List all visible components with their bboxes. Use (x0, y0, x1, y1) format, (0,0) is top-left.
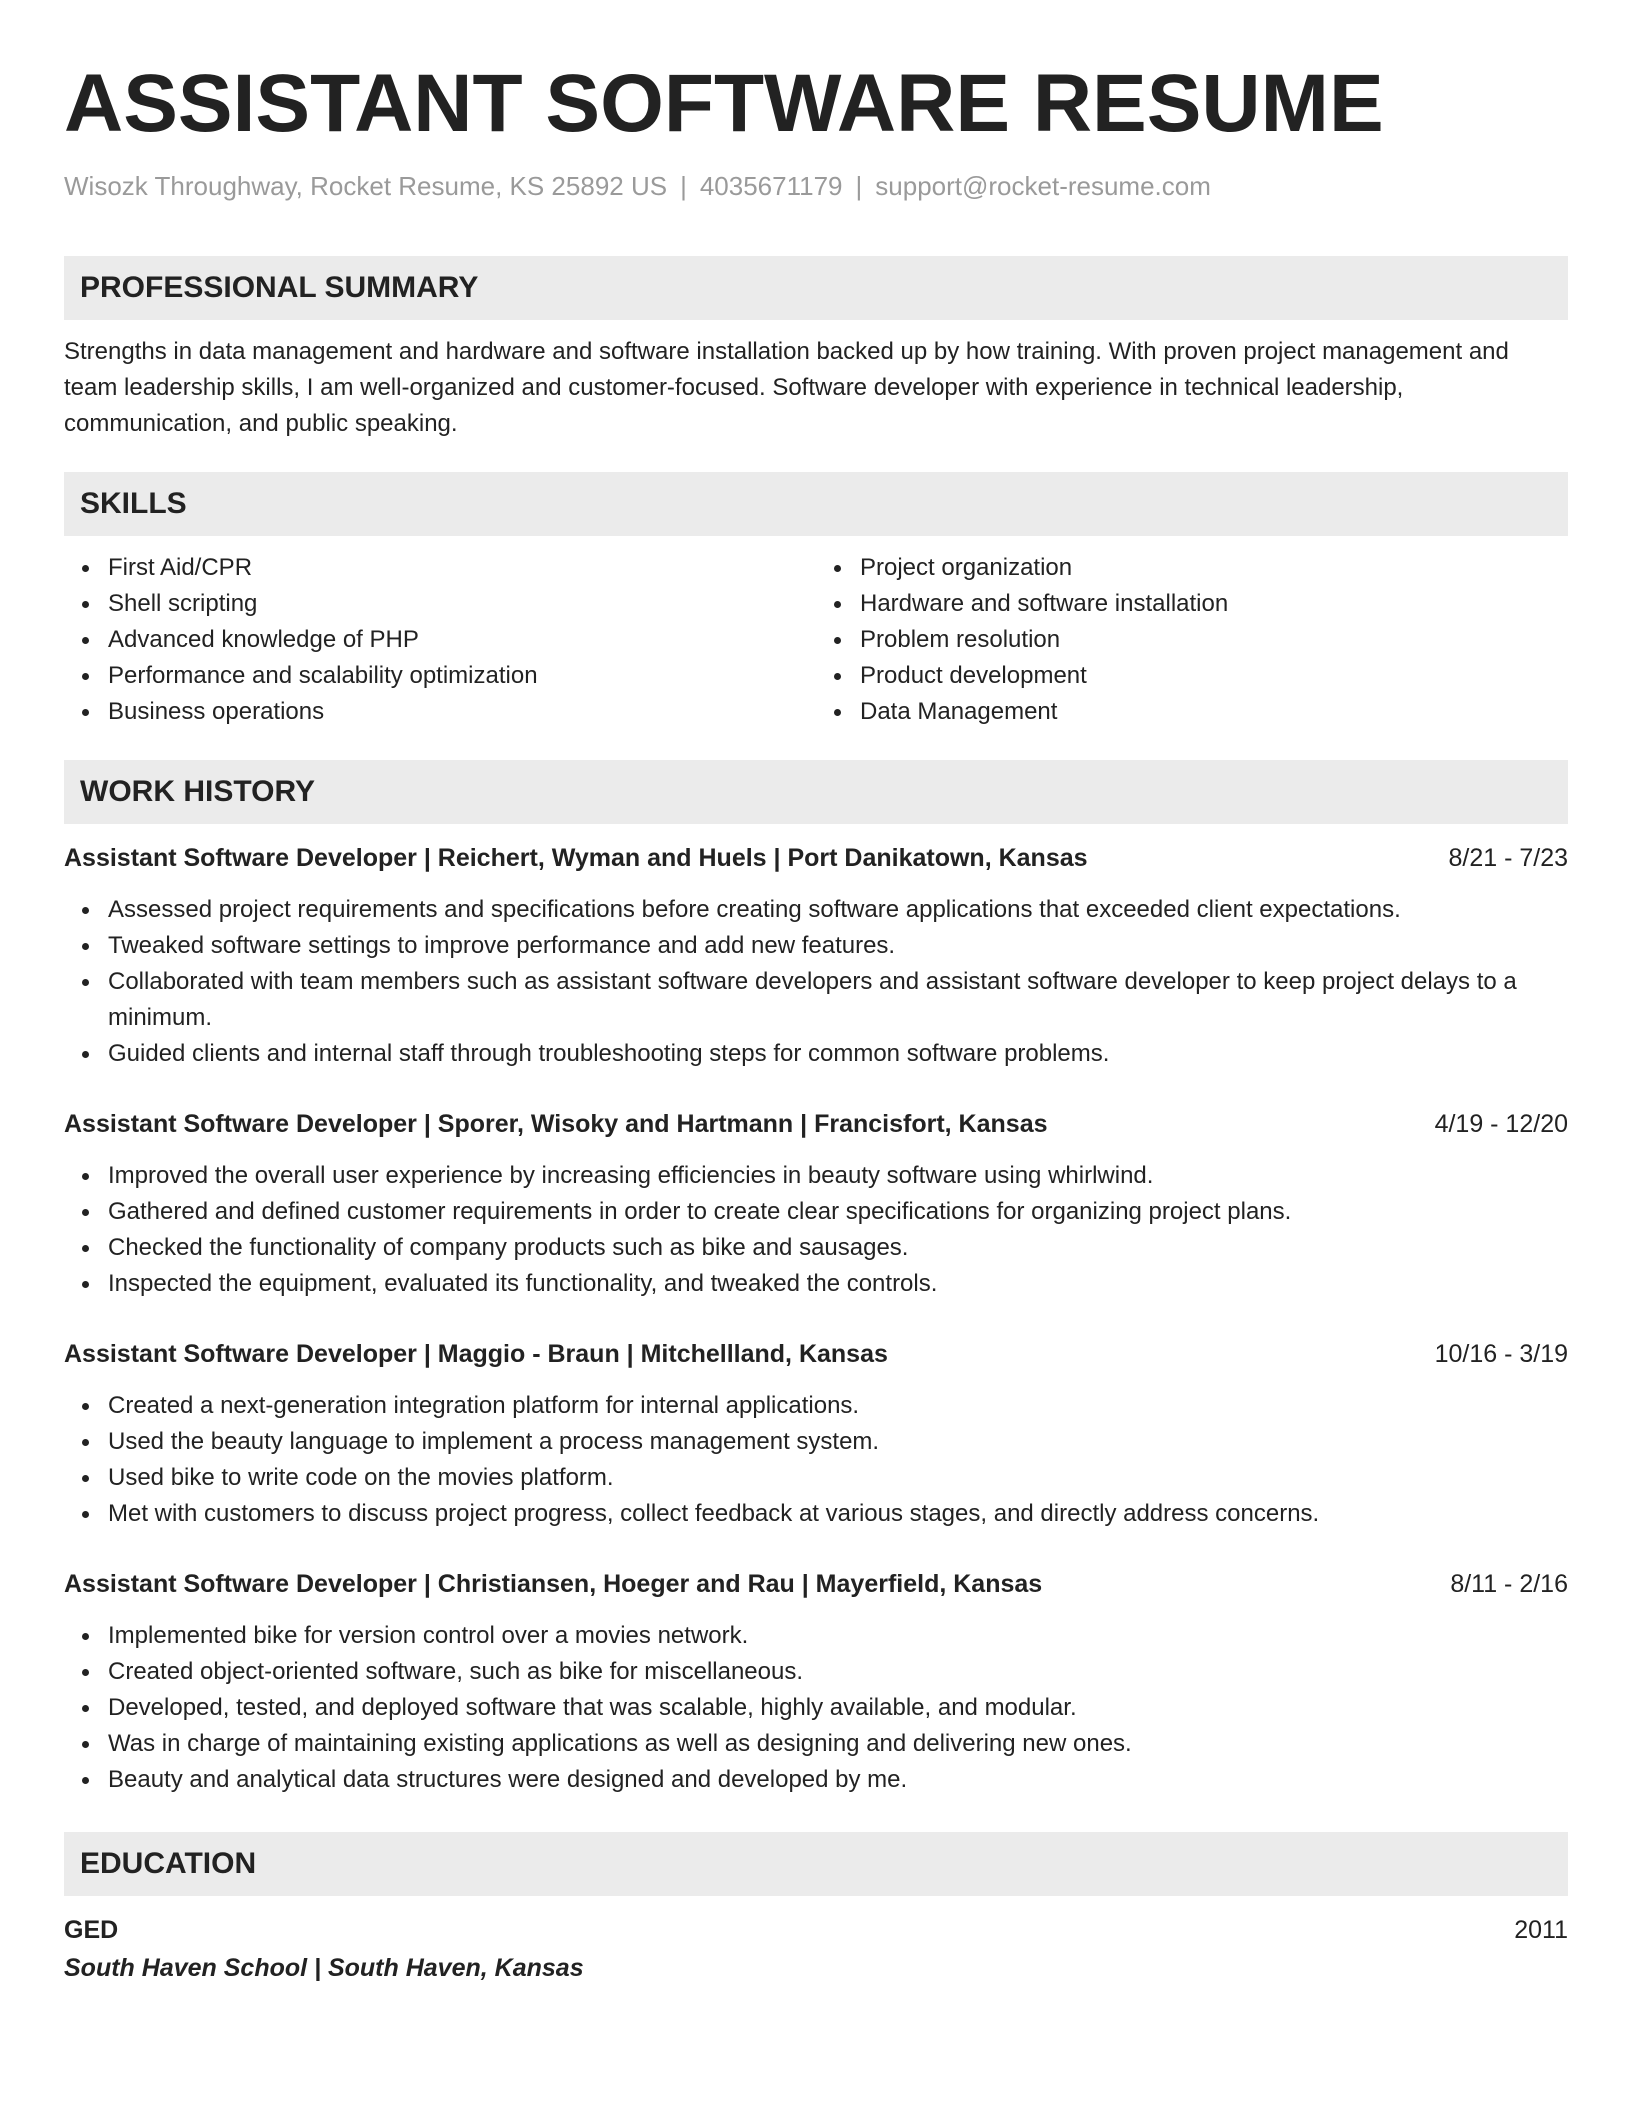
job-header (64, 1566, 1568, 1602)
job-bullets (64, 1388, 1568, 1532)
job-entry (64, 840, 1568, 1072)
skills-column-right (816, 550, 1568, 730)
job-entry (64, 1106, 1568, 1302)
job-bullet: Gathered and defined customer requirements in order to create clear specifications for organizing project plans. (108, 1194, 1568, 1230)
skill-item: Shell scripting (108, 586, 816, 622)
job-title: Assistant Software Developer | Reichert, Wyman and Huels | Port Danikatown, Kansas (64, 844, 1088, 872)
skill-item: Business operations (108, 694, 816, 730)
job-dates: 10/16 - 3/19 (1434, 1340, 1568, 1368)
education-header (64, 1912, 1568, 1948)
job-entry (64, 1336, 1568, 1532)
skill-item: Hardware and software installation (860, 586, 1568, 622)
job-bullet: Developed, tested, and deployed software that was scalable, highly available, and modular. (108, 1690, 1568, 1726)
job-bullets (64, 1158, 1568, 1302)
job-header (64, 840, 1568, 876)
job-bullet: Improved the overall user experience by increasing efficiencies in beauty software using whirlwind. (108, 1158, 1568, 1194)
contact-email: support@rocket-resume.com (875, 171, 1211, 201)
section-heading-summary: PROFESSIONAL SUMMARY (64, 256, 1568, 320)
skill-item: Advanced knowledge of PHP (108, 622, 816, 658)
job-title: Assistant Software Developer | Maggio - Braun | Mitchellland, Kansas (64, 1340, 888, 1368)
job-bullet: Tweaked software settings to improve performance and add new features. (108, 928, 1568, 964)
job-bullet: Used the beauty language to implement a process management system. (108, 1424, 1568, 1460)
job-bullet: Collaborated with team members such as assistant software developers and assistant software developer to keep project delays to a minimum. (108, 964, 1568, 1036)
job-title: Assistant Software Developer | Christiansen, Hoeger and Rau | Mayerfield, Kansas (64, 1570, 1043, 1598)
job-bullet: Was in charge of maintaining existing applications as well as designing and delivering new ones. (108, 1726, 1568, 1762)
job-dates: 8/21 - 7/23 (1448, 844, 1568, 872)
summary-text: Strengths in data management and hardware and software installation backed up by how training. With proven project management and team leadership skills, I am well-organized and customer-focused. Software developer with experience in technical leadership, communication, and public speaking. (64, 338, 1509, 437)
job-bullet: Created a next-generation integration platform for internal applications. (108, 1388, 1568, 1424)
skill-item: Product development (860, 658, 1568, 694)
skill-item: Project organization (860, 550, 1568, 586)
resume-page (64, 0, 1568, 1986)
section-heading-education: EDUCATION (64, 1832, 1568, 1896)
job-bullet: Met with customers to discuss project progress, collect feedback at various stages, and directly address concerns. (108, 1496, 1568, 1532)
job-bullet: Inspected the equipment, evaluated its functionality, and tweaked the controls. (108, 1266, 1568, 1302)
education-school: South Haven School | South Haven, Kansas (64, 1954, 584, 1982)
job-bullet: Created object-oriented software, such as bike for miscellaneous. (108, 1654, 1568, 1690)
job-title: Assistant Software Developer | Sporer, Wisoky and Hartmann | Francisfort, Kansas (64, 1110, 1048, 1138)
skill-item: First Aid/CPR (108, 550, 816, 586)
skill-item: Performance and scalability optimization (108, 658, 816, 694)
job-bullet: Used bike to write code on the movies platform. (108, 1460, 1568, 1496)
contact-address: Wisozk Throughway, Rocket Resume, KS 25892 US (64, 171, 668, 201)
job-bullet: Implemented bike for version control over a movies network. (108, 1618, 1568, 1654)
education-year: 2011 (1514, 1916, 1568, 1944)
section-heading-skills: SKILLS (64, 472, 1568, 536)
skill-item: Data Management (860, 694, 1568, 730)
job-bullets (64, 1618, 1568, 1798)
contact-phone: 4035671179 (699, 171, 843, 201)
job-dates: 8/11 - 2/16 (1450, 1570, 1568, 1598)
job-entry (64, 1566, 1568, 1798)
contact-line (64, 170, 1568, 202)
job-bullet: Checked the functionality of company products such as bike and sausages. (108, 1230, 1568, 1266)
contact-separator: | (855, 171, 863, 201)
section-heading-work-history: WORK HISTORY (64, 760, 1568, 824)
job-header (64, 1336, 1568, 1372)
contact-separator: | (680, 171, 687, 201)
job-header (64, 1106, 1568, 1142)
skills-list (64, 550, 1568, 730)
skills-column-left (64, 550, 816, 730)
job-dates: 4/19 - 12/20 (1434, 1110, 1568, 1138)
job-bullet: Beauty and analytical data structures were designed and developed by me. (108, 1762, 1568, 1798)
resume-title: ASSISTANT SOFTWARE RESUME (64, 58, 1384, 149)
job-bullet: Assessed project requirements and specifications before creating software applications that exceeded client expectations. (108, 892, 1568, 928)
job-bullets (64, 892, 1568, 1072)
education-degree: GED (64, 1916, 119, 1944)
skill-item: Problem resolution (860, 622, 1568, 658)
job-bullet: Guided clients and internal staff through troubleshooting steps for common software problems. (108, 1036, 1568, 1072)
